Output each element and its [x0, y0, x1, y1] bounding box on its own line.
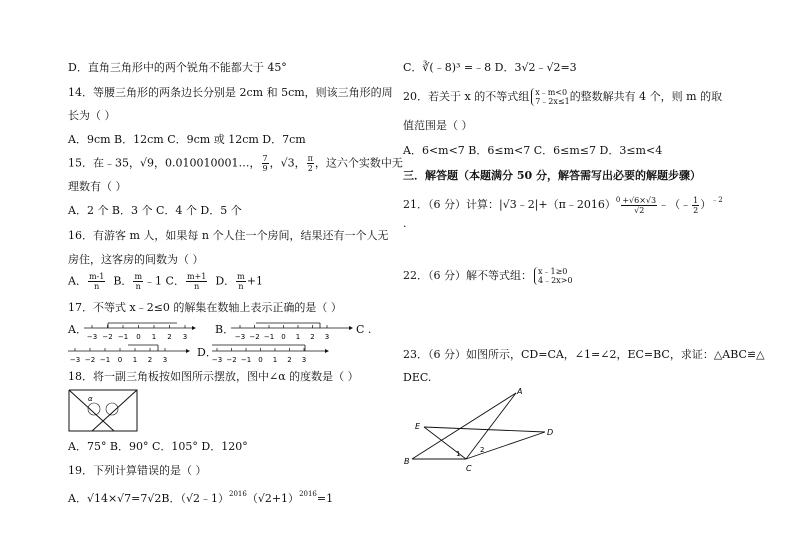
number-line-tick-label: 0 [136, 333, 141, 341]
option-d-tail: +1 [246, 274, 263, 288]
q21-post: ） [700, 198, 712, 211]
q16-stem-line1: 16．有游客 m 人，如果每 n 个人住一个房间，结果还有一个人无 [68, 229, 389, 242]
q14-options: A．9cm B．12cm C．9cm 或 12cm D．7cm [68, 133, 306, 146]
number-line-d [212, 341, 327, 367]
q17-option-d-label: D． [197, 346, 217, 359]
number-line-tick-label: 3 [324, 333, 330, 341]
frac-num: +√6×√3 [622, 195, 657, 205]
frac-den: √2 [634, 205, 645, 215]
number-line-tick-label: −1 [263, 333, 275, 341]
q21-stem [403, 193, 723, 215]
frac-den: 2 [693, 205, 699, 215]
q15-mid: ，0.010010001…， [154, 156, 261, 170]
q18-options: A．75° B．90° C．105° D．120° [68, 440, 248, 453]
q16-frac-b [133, 272, 143, 291]
exponent: ﹣2 [711, 196, 723, 204]
frac-num: m-1 [88, 272, 105, 281]
q22-stem [403, 267, 572, 285]
ticks-a [87, 325, 187, 341]
q15-fraction-7-9 [262, 154, 269, 173]
q15-stem-line2: 理数有（ ） [68, 180, 127, 193]
q15-suffix: ，这六个实数中无 [314, 156, 403, 170]
q20-system [531, 88, 569, 106]
frac-num: π [307, 154, 313, 163]
q19-mid: （√2+1） [246, 492, 300, 505]
frac-num: m [237, 272, 245, 281]
q15-stem-line1 [68, 154, 403, 173]
option-a-label: A． [68, 274, 87, 288]
number-line-c [68, 341, 188, 367]
number-line-tick-label: 3 [301, 356, 307, 364]
q21-prefix: 21．（6 分）计算：|√3﹣2|+（π﹣2016） [403, 198, 616, 211]
number-line-tick-label: 1 [295, 333, 301, 341]
frac-den: 9 [262, 164, 268, 173]
q19-tail: =1 [316, 492, 334, 505]
q21-mid: ﹣（﹣ [658, 198, 692, 211]
q21-fraction [621, 196, 657, 215]
angle-2-label: 2 [480, 446, 485, 454]
q15-fraction-pi-2 [307, 154, 314, 173]
number-line-tick-label: 0 [117, 356, 123, 364]
number-line-tick-label: −3 [69, 356, 81, 364]
triangle-boards-figure [68, 388, 138, 432]
exponent: 0 [615, 196, 621, 204]
number-line-tick-label: 2 [147, 356, 153, 364]
q19-option-ab [68, 487, 333, 506]
q18-stem: 18．将一副三角板按如图所示摆放，图中∠α 的度数是（ ） [68, 370, 359, 383]
q20-options: A．6<m<7 B．6≤m<7 C．6≤m≤7 D．3≤m<4 [403, 144, 663, 157]
q19-stem: 19．下列计算错误的是（ ） [68, 464, 207, 477]
ticks-d [212, 348, 306, 364]
system-line: x﹣1≥0 [538, 267, 568, 276]
option-b-tail: ﹣1 C． [144, 274, 185, 288]
frac-den: n [94, 282, 100, 291]
system-line: 7﹣2x≤1 [535, 97, 570, 106]
point-e-label: E [415, 422, 421, 431]
q17-stem: 17．不等式 x﹣2≤0 的解集在数轴上表示正确的是（ ） [68, 301, 342, 314]
point-c-label: C [466, 464, 472, 473]
q16-frac-a [88, 272, 105, 291]
q21-half [692, 196, 699, 215]
number-line-tick-label: −3 [86, 333, 98, 341]
q17-option-b-label: B． [215, 323, 235, 336]
q17-option-c-label: C . [356, 323, 372, 336]
q23-stem-line2: DEC. [403, 371, 432, 384]
point-b-label: B [404, 457, 410, 466]
q23-geometry-figure [400, 385, 560, 480]
q22-system [534, 267, 572, 285]
number-line-tick-label: 3 [182, 333, 188, 341]
number-line-tick-label: 1 [132, 356, 138, 364]
q16-frac-c [186, 272, 207, 291]
number-line-tick-label: −1 [240, 356, 252, 364]
q23-stem-line1: 23．（6 分）如图所示，CD=CA，∠1=∠2，EC=BC，求证：△ABC≌△ [403, 348, 765, 361]
q15-sqrt9: √9 [140, 156, 155, 170]
q20-prefix: 20．若关于 x 的不等式组 [403, 90, 530, 103]
q19-option-cd: C．∛(﹣8)³ =﹣8 D．3√2﹣√2=3 [403, 61, 577, 74]
q20-stem-line1 [403, 88, 722, 106]
number-line-tick-label: −2 [226, 356, 237, 364]
number-line-tick-label: 1 [151, 333, 157, 341]
frac-den: n [238, 282, 244, 291]
frac-num: 7 [262, 154, 268, 163]
q15-options: A．2 个 B．3 个 C．4 个 D．5 个 [68, 204, 242, 217]
q14-stem-line2: 长为（ ） [68, 109, 116, 122]
number-line-tick-label: −2 [84, 356, 96, 364]
frac-num: 1 [693, 195, 699, 205]
option-d-label: D． [215, 274, 236, 288]
system-line: x﹣m<0 [535, 88, 568, 97]
point-d-label: D [547, 428, 554, 437]
frac-den: 2 [307, 164, 313, 173]
number-line-tick-label: 0 [258, 356, 263, 364]
section-3-heading: 三．解答题（本题满分 50 分，解答需写出必要的解题步骤） [403, 169, 701, 182]
q20-stem-line2: 值范围是（ ） [403, 119, 473, 132]
ticks-b [235, 325, 329, 341]
q14-stem-line1: 14．等腰三角形的两条边长分别是 2cm 和 5cm，则该三角形的周 [68, 86, 393, 99]
exponent: 2016 [299, 490, 317, 498]
q19-ab-text: A．√14×√7=7√2B．（√2﹣1） [68, 492, 229, 505]
q15-sqrt3: ，√3， [269, 156, 306, 170]
point-a-label: A [517, 387, 523, 396]
q17-option-a-label: A． [68, 323, 87, 336]
alpha-label: α [88, 395, 93, 403]
q13-option-d: D．直角三角形中的两个锐角不能都大于 45° [68, 61, 287, 74]
frac-num: m [134, 272, 143, 281]
q16-options [68, 272, 263, 291]
frac-den: n [194, 282, 200, 291]
q22-prefix: 22．（6 分）解不等式组： [403, 269, 532, 282]
q16-stem-line2: 房住，这客房的间数为（ ） [68, 253, 204, 266]
number-line-tick-label: −3 [211, 356, 223, 364]
frac-num: m+1 [186, 272, 207, 281]
number-line-tick-label: −2 [102, 333, 113, 341]
number-line-tick-label: 1 [272, 356, 278, 364]
number-line-tick-label: 0 [281, 333, 286, 341]
q21-dot: . [403, 217, 407, 230]
system-line: 4﹣2x>0 [538, 276, 573, 285]
q20-suffix: 的整数解共有 4 个，则 m 的取 [569, 90, 723, 103]
angle-1-label: 1 [456, 450, 461, 458]
ticks-c [70, 348, 167, 364]
number-line-tick-label: −3 [234, 333, 246, 341]
number-line-tick-label: 2 [287, 356, 292, 364]
exponent: 2016 [229, 490, 247, 498]
q16-frac-d [236, 272, 246, 291]
number-line-tick-label: −2 [249, 333, 260, 341]
number-line-tick-label: 3 [162, 356, 168, 364]
number-line-tick-label: −1 [99, 356, 111, 364]
number-line-tick-label: −1 [117, 333, 129, 341]
q15-prefix: 15．在﹣35， [68, 156, 140, 170]
number-line-tick-label: 2 [167, 333, 172, 341]
option-b-label: B． [113, 274, 133, 288]
frac-den: n [135, 282, 141, 291]
number-line-tick-label: 2 [310, 333, 315, 341]
